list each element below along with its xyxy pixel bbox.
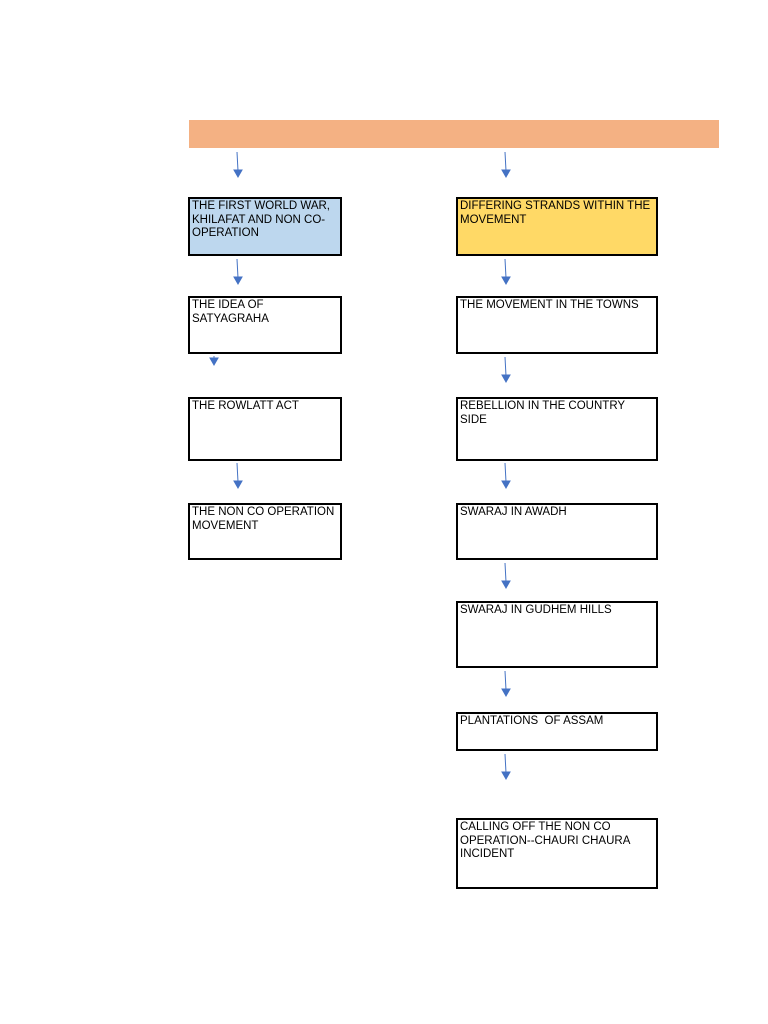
arrow-left-box2-to-box3 [210,356,218,365]
arrow-left-box1-to-box2 [234,259,242,284]
box-non-co-operation-movement [188,503,342,560]
box-label: THE NON CO OPERATION MOVEMENT [192,506,335,532]
box-label: CALLING OFF THE NON CO OPERATION--CHAURI CHAURA INCIDENT [460,821,630,860]
arrow-left-box3-to-box4 [234,463,242,488]
arrow-right-box6-to-box7 [502,754,510,779]
arrow-right-box1-to-box2 [502,259,510,284]
box-label: THE ROWLATT ACT [192,400,299,412]
box-label: THE MOVEMENT IN THE TOWNS [460,299,639,311]
arrow-right-box4-to-box5 [502,563,510,588]
box-differing-strands [456,197,658,256]
box-rebellion-country-side [456,397,658,461]
box-label: PLANTATIONS OF ASSAM [460,715,604,727]
box-calling-off-non-co-operation [456,818,658,889]
box-plantations-of-assam [456,712,658,751]
box-swaraj-in-gudhem-hills [456,601,658,668]
arrow-right-header-to-box1 [502,152,510,177]
header-bar [189,120,719,148]
arrow-left-header-to-box1 [234,152,242,177]
box-idea-of-satyagraha [188,296,342,354]
box-rowlatt-act [188,397,342,461]
box-movement-in-towns [456,296,658,354]
box-label: SWARAJ IN AWADH [460,506,567,518]
box-label: DIFFERING STRANDS WITHIN THE MOVEMENT [460,200,651,226]
box-label: SWARAJ IN GUDHEM HILLS [460,604,612,616]
box-swaraj-in-awadh [456,503,658,560]
arrow-right-box3-to-box4 [502,463,510,488]
box-label: THE FIRST WORLD WAR, KHILAFAT AND NON CO-OPERATION [192,200,330,239]
box-label: REBELLION IN THE COUNTRY SIDE [460,400,625,426]
arrow-right-box5-to-box6 [502,671,510,696]
box-first-world-war [188,197,342,256]
box-label: THE IDEA OF SATYAGRAHA [192,299,269,325]
arrow-right-box2-to-box3 [502,357,510,382]
